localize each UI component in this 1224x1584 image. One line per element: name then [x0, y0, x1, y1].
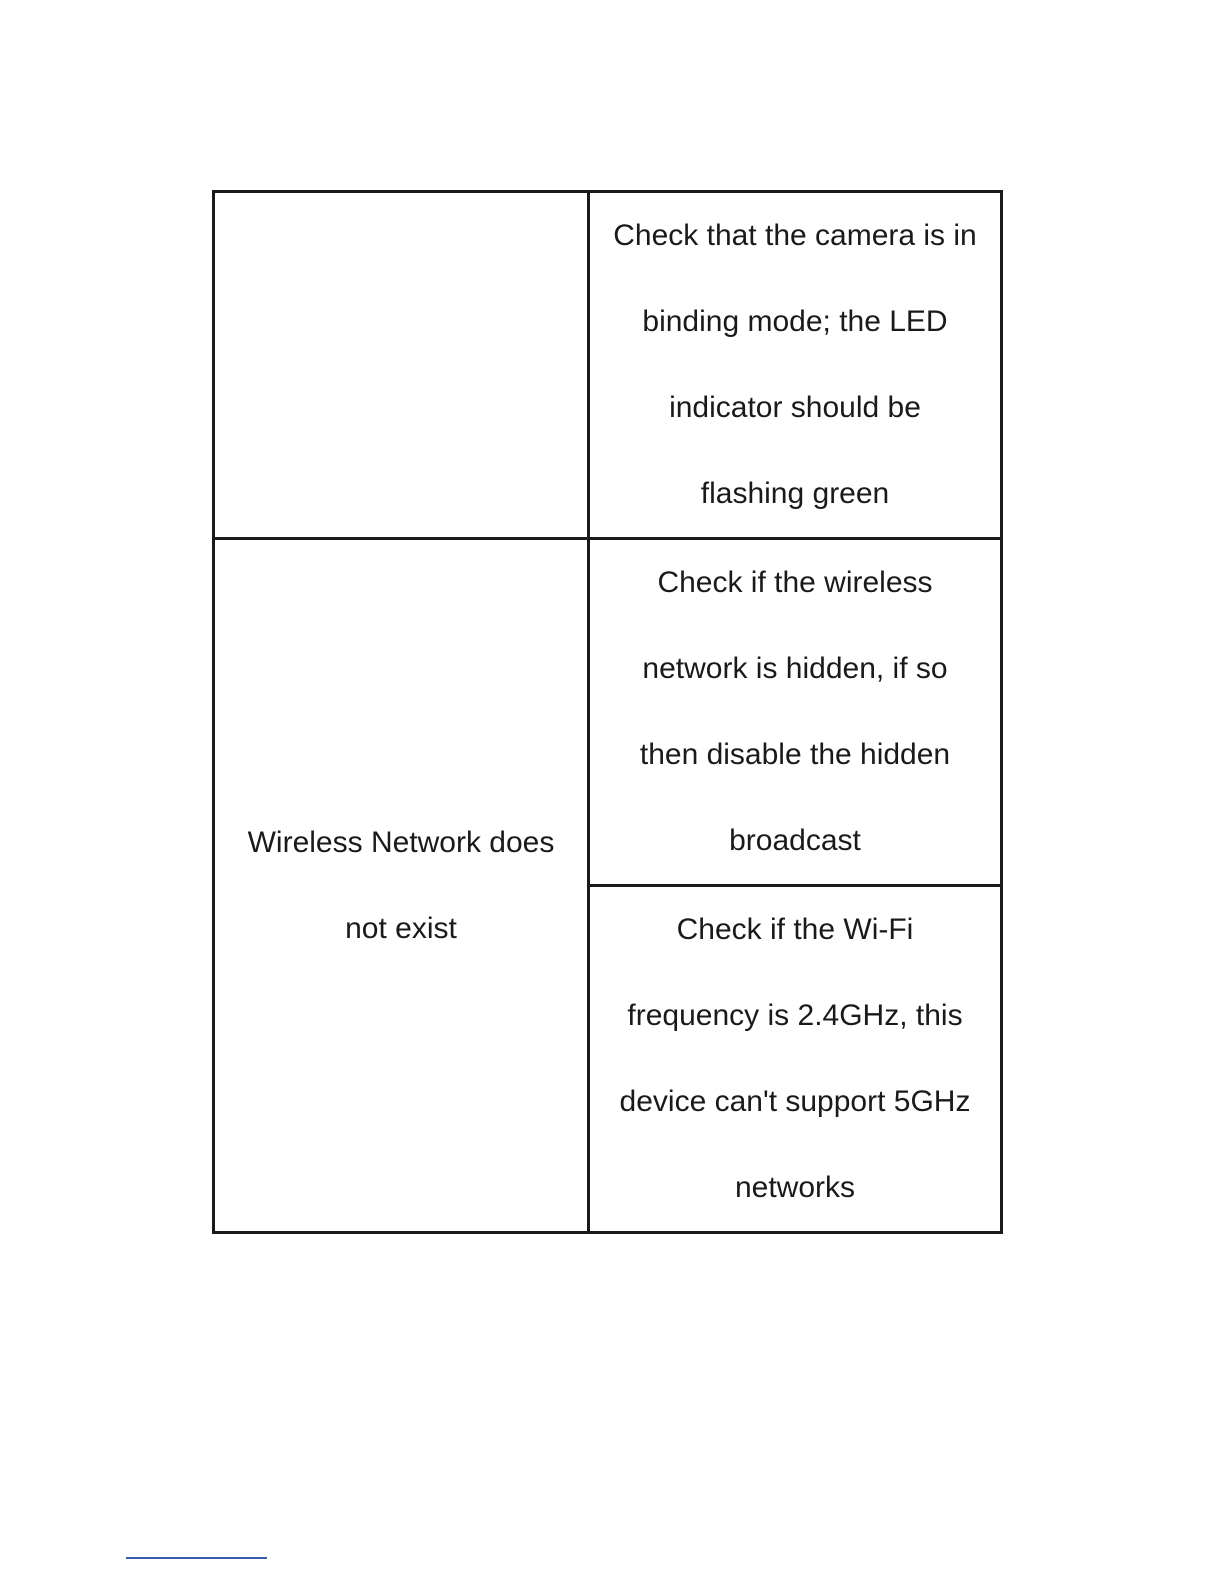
solution-text: Check that the camera is in binding mode; the LED indicator should be flashing green: [613, 219, 977, 510]
table-row: [214, 192, 1002, 539]
footer-divider: [126, 1557, 267, 1559]
solution-cell: [589, 539, 1002, 886]
troubleshooting-table: [212, 190, 1003, 1234]
problem-cell: [214, 192, 589, 539]
solution-text: Check if the Wi-Fi frequency is 2.4GHz, this device can't support 5GHz networks: [619, 913, 971, 1204]
solution-cell: [589, 192, 1002, 539]
problem-text: Wireless Network does not exist: [247, 825, 555, 945]
solution-cell: [589, 886, 1002, 1233]
problem-cell: [214, 539, 589, 1233]
solution-text: Check if the wireless network is hidden, if so then disable the hidden broadcast: [639, 566, 951, 857]
table-row: [214, 539, 1002, 886]
